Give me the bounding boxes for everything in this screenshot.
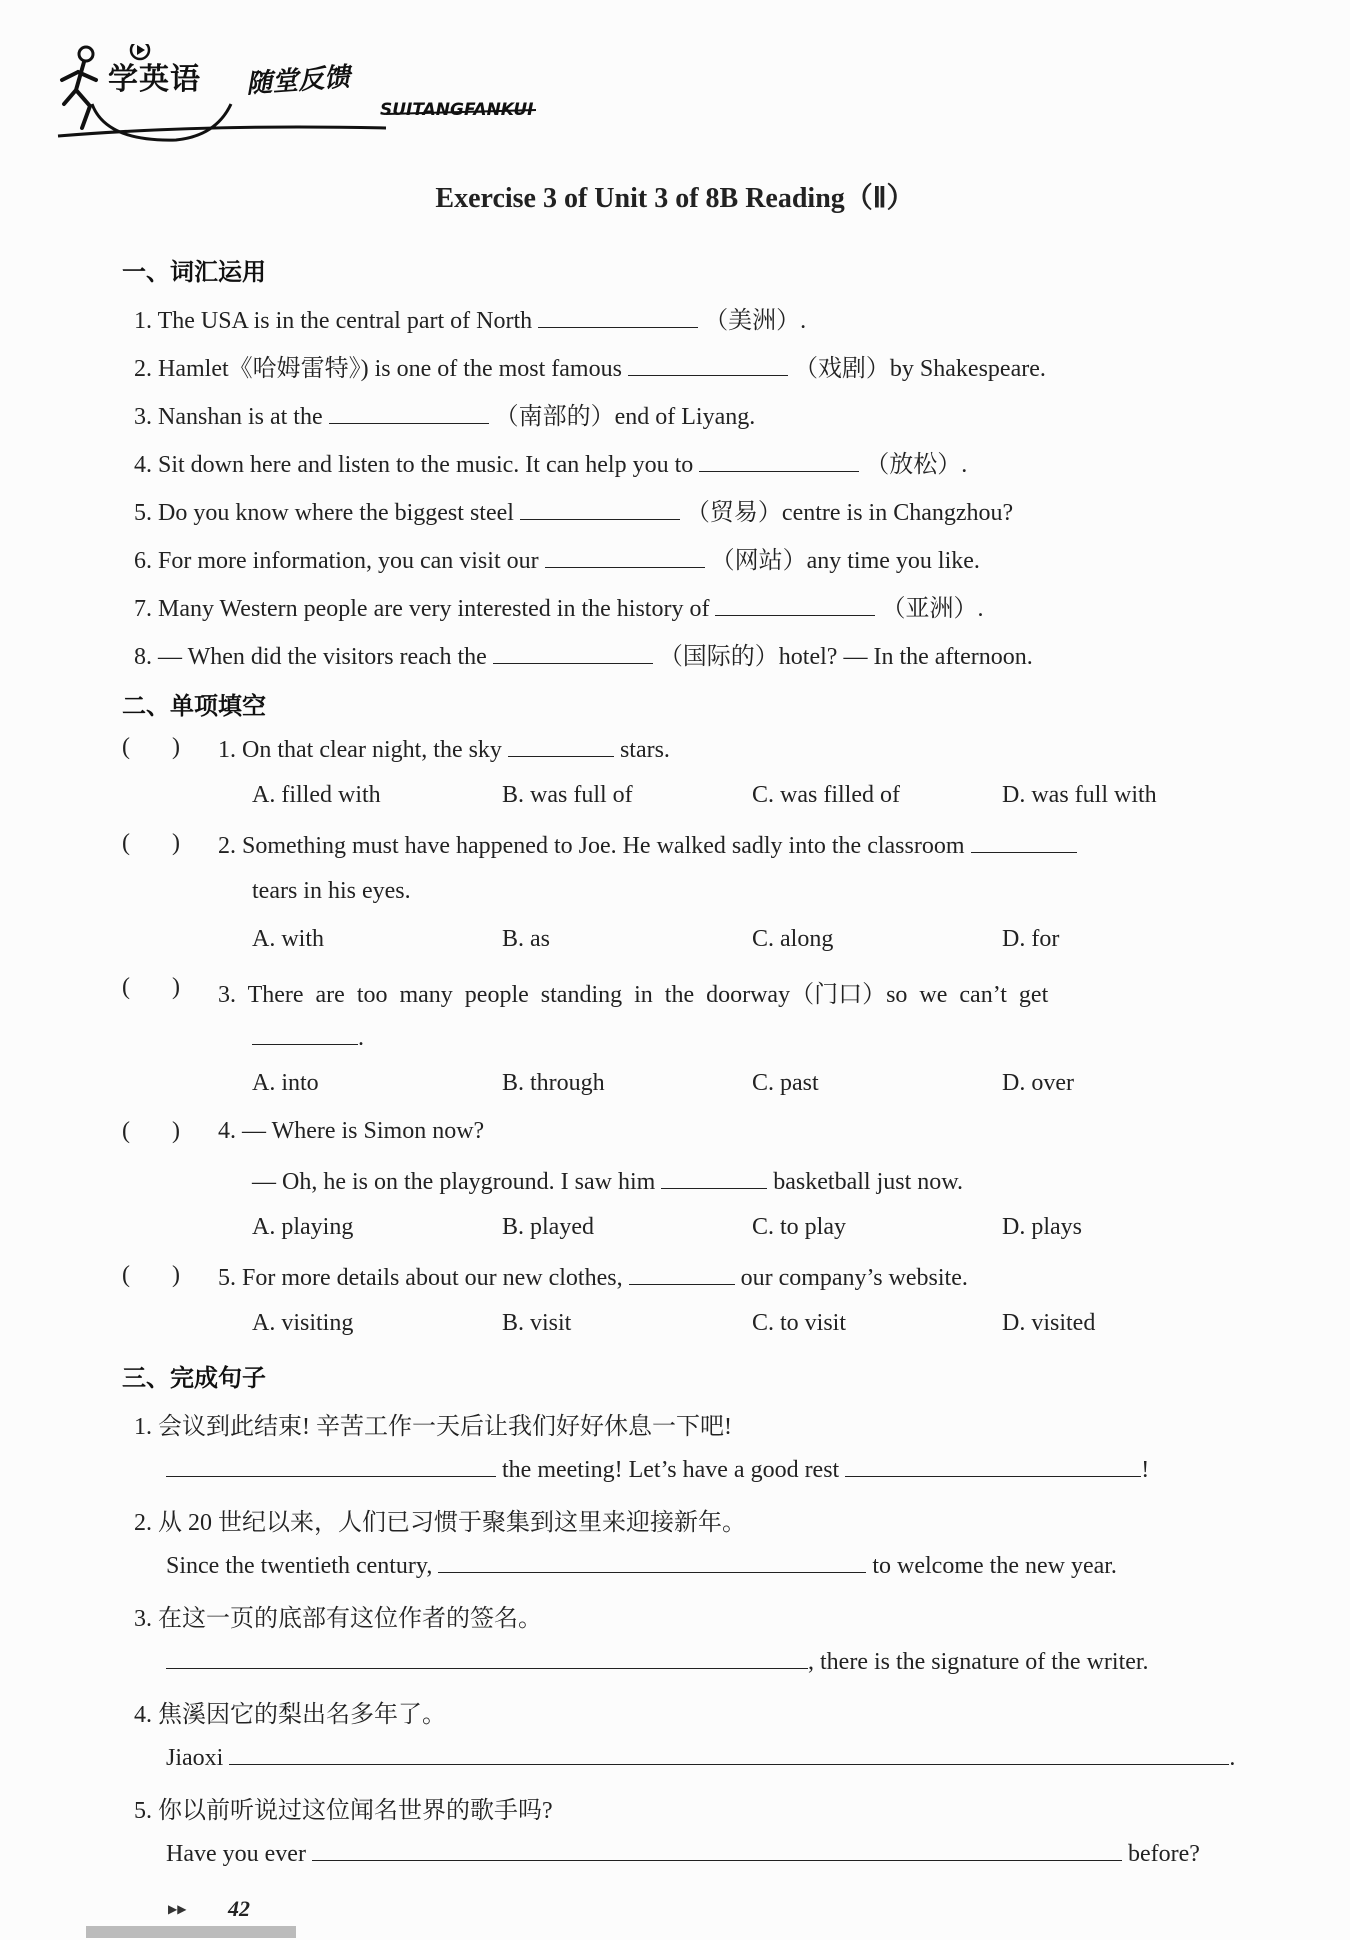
- sentence-2-english: Since the twentieth century, to welcome the new year.: [166, 1550, 1117, 1580]
- footer-bar: [86, 1926, 296, 1938]
- logo-pinyin: SUITANGFANKUI: [380, 100, 534, 120]
- option-d[interactable]: D. plays: [1002, 1214, 1082, 1240]
- mc-question-4-line2: — Oh, he is on the playground. I saw him basketball just now.: [252, 1166, 963, 1196]
- answer-blank[interactable]: [438, 1550, 866, 1573]
- logo-chinese-subtitle: 随堂反馈: [245, 62, 352, 100]
- sentence-4-english: Jiaoxi .: [166, 1742, 1235, 1772]
- section3-heading: 三、完成句子: [122, 1364, 266, 1392]
- answer-paren[interactable]: ( ): [122, 1118, 180, 1144]
- answer-blank[interactable]: [538, 305, 698, 328]
- header-logo: [56, 44, 576, 144]
- vocab-item-1: 1. The USA is in the central part of North （美洲）.: [134, 300, 806, 335]
- answer-blank[interactable]: [493, 641, 653, 664]
- logo-chinese-title: 学英语: [108, 62, 201, 97]
- option-c[interactable]: C. was filled of: [752, 782, 900, 808]
- mc-question-4: 4. — Where is Simon now?: [218, 1118, 485, 1144]
- double-arrow-icon: ▶▶: [168, 1902, 187, 1916]
- answer-paren[interactable]: ( ): [122, 974, 180, 1000]
- option-b[interactable]: B. was full of: [502, 782, 633, 808]
- sentence-1-english: the meeting! Let’s have a good rest !: [166, 1454, 1149, 1484]
- option-a[interactable]: A. visiting: [252, 1310, 354, 1336]
- option-c[interactable]: C. to play: [752, 1214, 846, 1240]
- answer-blank[interactable]: [520, 497, 680, 520]
- vocab-item-5: 5. Do you know where the biggest steel （贸易）centre is in Changzhou?: [134, 492, 1013, 527]
- option-d[interactable]: D. for: [1002, 926, 1060, 952]
- option-b[interactable]: B. through: [502, 1070, 605, 1096]
- answer-blank[interactable]: [628, 353, 788, 376]
- option-d[interactable]: D. was full with: [1002, 782, 1157, 808]
- sentence-2-chinese: 2. 从 20 世纪以来，人们已习惯于聚集到这里来迎接新年。: [134, 1510, 746, 1536]
- answer-blank[interactable]: [166, 1646, 808, 1669]
- mc-question-1: 1. On that clear night, the sky stars.: [218, 734, 670, 764]
- vocab-item-2: 2. Hamlet《哈姆雷特》) is one of the most famous （戏剧）by Shakespeare.: [134, 348, 1046, 383]
- option-b[interactable]: B. played: [502, 1214, 594, 1240]
- answer-blank[interactable]: [508, 734, 614, 757]
- mc-question-3-cont: .: [252, 1022, 364, 1052]
- answer-blank[interactable]: [715, 593, 875, 616]
- vocab-item-8: 8. — When did the visitors reach the （国际的）hotel? — In the afternoon.: [134, 636, 1033, 671]
- answer-paren[interactable]: ( ): [122, 1262, 180, 1288]
- sentence-4-chinese: 4. 焦溪因它的梨出名多年了。: [134, 1702, 446, 1728]
- sentence-5-chinese: 5. 你以前听说过这位闻名世界的歌手吗?: [134, 1798, 553, 1824]
- sentence-1-chinese: 1. 会议到此结束! 辛苦工作一天后让我们好好休息一下吧!: [134, 1414, 732, 1440]
- option-d[interactable]: D. visited: [1002, 1310, 1096, 1336]
- mc-question-2: 2. Something must have happened to Joe. He walked sadly into the classroom: [218, 830, 1077, 860]
- vocab-item-4: 4. Sit down here and listen to the music. It can help you to （放松）.: [134, 444, 967, 479]
- option-c[interactable]: C. past: [752, 1070, 819, 1096]
- option-c[interactable]: C. along: [752, 926, 834, 952]
- answer-paren[interactable]: ( ): [122, 734, 180, 760]
- mc-question-5: 5. For more details about our new clothes, our company’s website.: [218, 1262, 968, 1292]
- section2-heading: 二、单项填空: [122, 692, 266, 720]
- vocab-item-6: 6. For more information, you can visit our （网站）any time you like.: [134, 540, 980, 575]
- sentence-3-chinese: 3. 在这一页的底部有这位作者的签名。: [134, 1606, 542, 1632]
- answer-blank[interactable]: [699, 449, 859, 472]
- option-b[interactable]: B. visit: [502, 1310, 572, 1336]
- option-c[interactable]: C. to visit: [752, 1310, 847, 1336]
- answer-blank[interactable]: [545, 545, 705, 568]
- answer-blank[interactable]: [312, 1838, 1122, 1861]
- option-b[interactable]: B. as: [502, 926, 550, 952]
- page-title: Exercise 3 of Unit 3 of 8B Reading（Ⅱ）: [435, 183, 915, 214]
- vocab-item-3: 3. Nanshan is at the （南部的）end of Liyang.: [134, 396, 755, 431]
- sentence-5-english: Have you ever before?: [166, 1838, 1200, 1868]
- answer-blank[interactable]: [845, 1454, 1141, 1477]
- answer-blank[interactable]: [252, 1022, 358, 1045]
- mc-question-3: 3. There are too many people standing in the doorway（门口）so we can’t get: [218, 982, 1049, 1008]
- option-a[interactable]: A. with: [252, 926, 324, 952]
- option-a[interactable]: A. playing: [252, 1214, 354, 1240]
- answer-blank[interactable]: [229, 1742, 1229, 1765]
- answer-paren[interactable]: ( ): [122, 830, 180, 856]
- mc-question-2-cont: tears in his eyes.: [252, 878, 411, 904]
- answer-blank[interactable]: [166, 1454, 496, 1477]
- answer-blank[interactable]: [329, 401, 489, 424]
- option-d[interactable]: D. over: [1002, 1070, 1074, 1096]
- option-a[interactable]: A. into: [252, 1070, 319, 1096]
- answer-blank[interactable]: [971, 830, 1077, 853]
- sentence-3-english: , there is the signature of the writer.: [166, 1646, 1149, 1676]
- option-a[interactable]: A. filled with: [252, 782, 381, 808]
- answer-blank[interactable]: [629, 1262, 735, 1285]
- vocab-item-7: 7. Many Western people are very interested in the history of （亚洲）.: [134, 588, 983, 623]
- answer-blank[interactable]: [661, 1166, 767, 1189]
- page-number: 42: [228, 1896, 250, 1921]
- section1-heading: 一、词汇运用: [122, 258, 266, 286]
